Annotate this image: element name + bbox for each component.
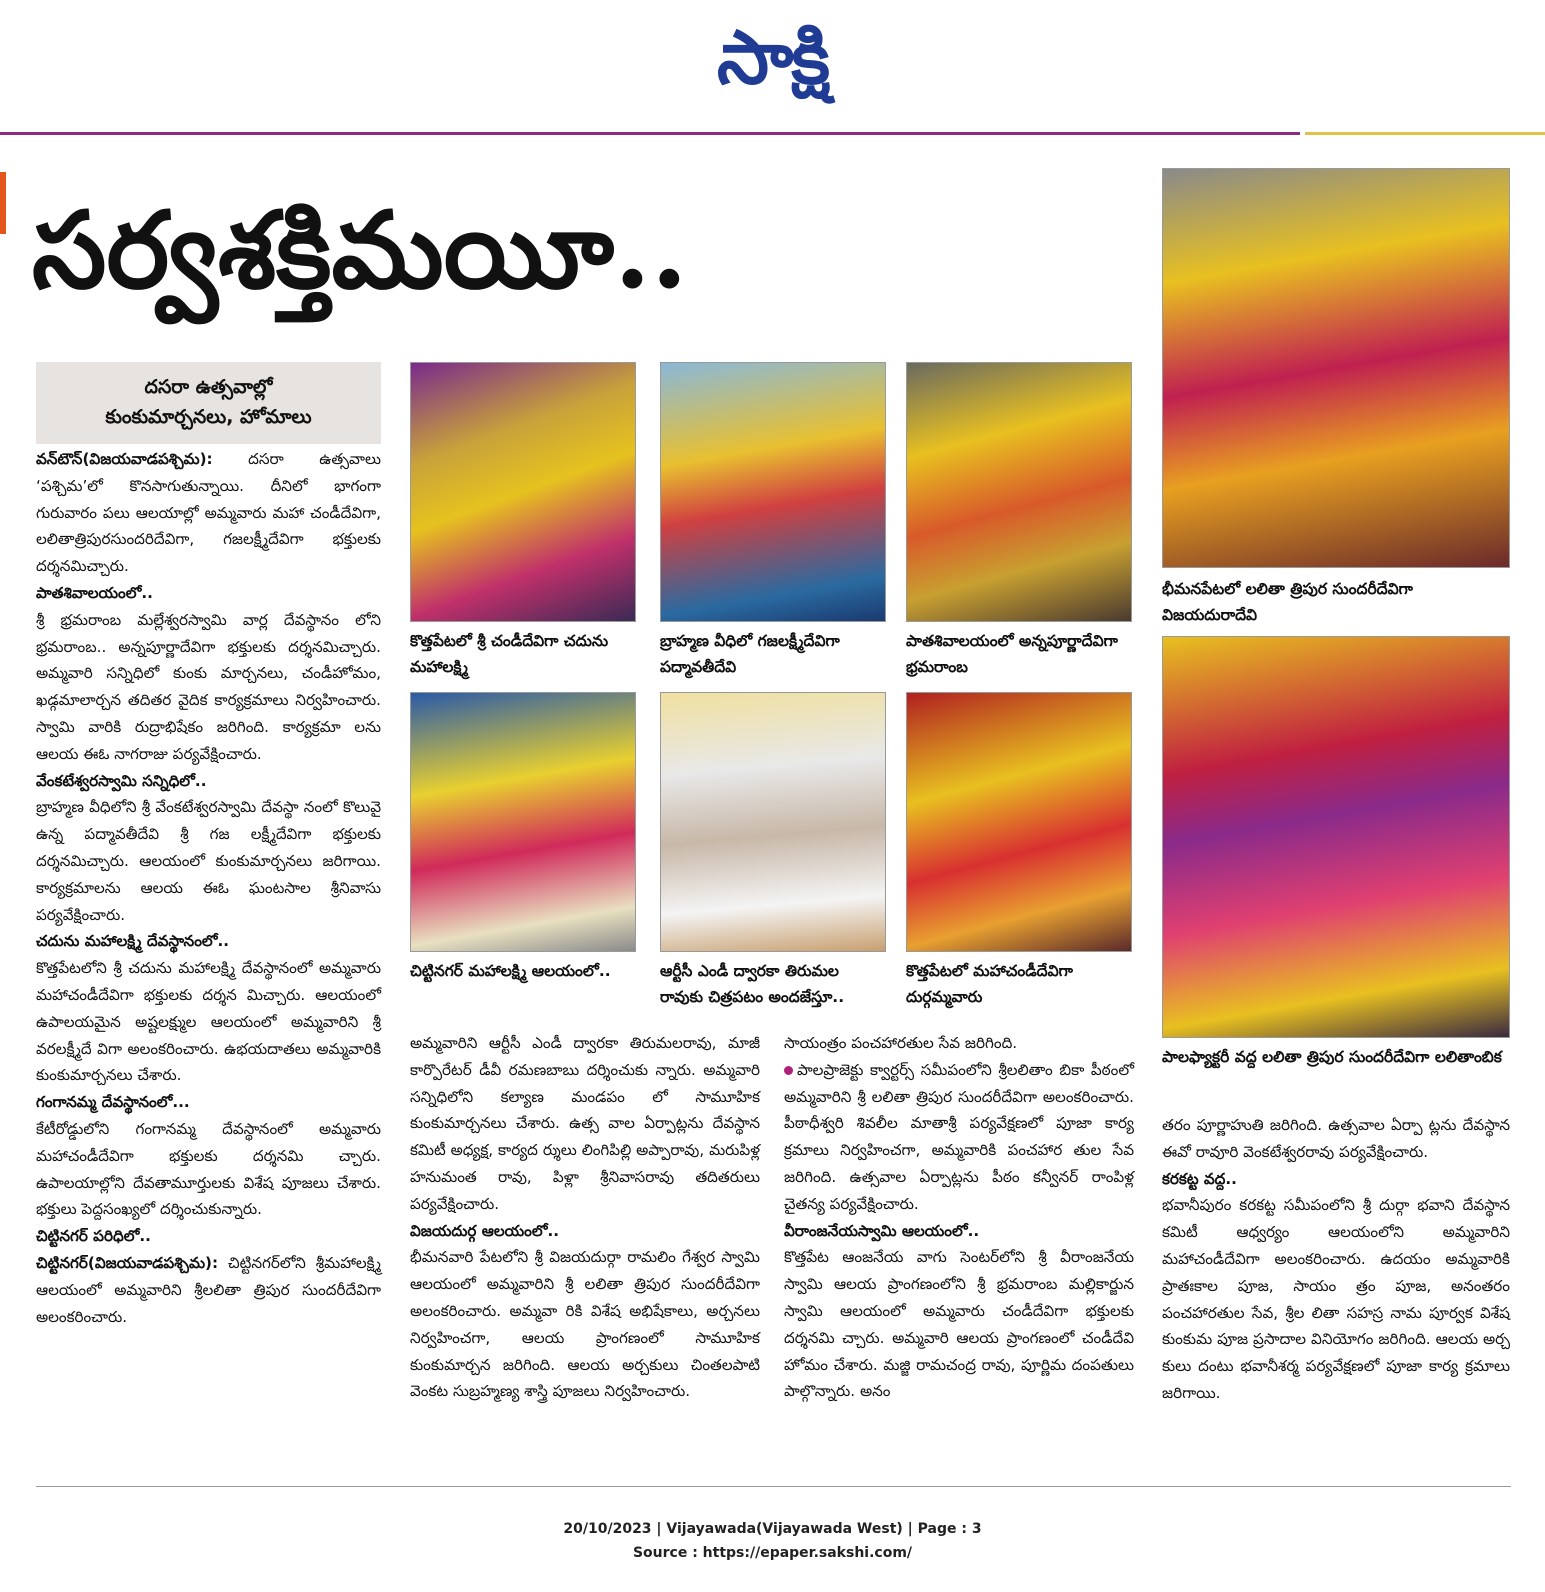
caption-durgamma: కొత్తపేటలో మహాచండీదేవిగా దుర్గమ్మవారు [906,962,1073,1006]
caption-gajalakshmi: బ్రాహ్మణ వీధిలో గజలక్ష్మీదేవిగా పద్మావతీదేవి [660,632,840,676]
article-column-2 [410,1030,760,1405]
caption-vijayadurga-devi: భీమనపేటలో లలితా త్రిపుర సుందరీదేవిగా విజయదురాదేవి [1162,580,1413,624]
subhead-chittinagar: చిట్టినగర్‌ పరిధిలో.. [36,1227,151,1246]
masthead-rule [0,132,1300,135]
photo-lalithambika [1162,636,1510,1038]
deck-line-1: దసరా ఉత్సవాల్లో [144,376,273,398]
subhead-chadunu-mahalakshmi: చదును మహాలక్ష్మి దేవస్థానంలో.. [36,932,230,951]
paragraph-12: తరం పూర్ణాహుతి జరిగింది. ఉత్సవాల ఏర్పా ట్లను దేవస్థాన ఈవో రావూరి వెంకటేశ్వరరావు పర్యవేక్షించారు. [1162,1116,1510,1161]
paragraph-7: అమ్మవారిని ఆర్టీసీ ఎండీ ద్వారకా తిరుమలరావు, మాజీ కార్పొరేటర్‌ డీవీ రమణబాబు దర్శించుకు న్నారు. అమ్మవారి సన్నిధిలోని కల్యాణ మండపం లో సామూహిక కుంకుమార్చనలు చేశారు. ఉత్స వాల ఏర్పాట్లను దేవస్థాన కమిటీ అధ్యక్ష, కార్యద ర్శులు లింగిపిల్లి అప్పారావు, మరుపిళ్ల హనుమంత రావు, పిళ్లా శ్రీనివాసరావు తదితరులు పర్యవేక్షించారు. [410,1034,760,1213]
paragraph-8: భీమనవారి పేటలోని శ్రీ విజయదుర్గా రామలిం గేశ్వర స్వామి ఆలయంలో అమ్మవారిని శ్రీ లలితా త్రిపుర సుందరీదేవిగా అలంకరించారు. అమ్మవా రికి విశేష అభిషేకాలు, అర్చనలు నిర్వహించగా, ఆలయ ప్రాంగణంలో సామూహిక కుంకుమార్చన జరిగింది. ఆలయ అర్చకులు చింతలపాటి వెంకట సుబ్రహ్మణ్య శాస్త్రి పూజలు నిర్వహించారు. [410,1248,760,1401]
paragraph-4: కొత్తపేటలోని శ్రీ చదును మహాలక్ష్మి దేవస్థానంలో అమ్మవారు మహాచండీదేవిగా భక్తులకు దర్శన మిచ్చారు. ఆలయంలో ఉపాలయమైన అష్టలక్ష్ముల ఆలయంలో అమ్మవారిని శ్రీ వరలక్ష్మీదే విగా అలంకరించారు. ఉభయదాతలు అమ్మవారికి కుంకుమార్చనలు చేశారు. [36,959,381,1085]
article-column-1 [36,446,381,1330]
caption-chandi-devi: కొత్తపేటలో శ్రీ చండీదేవిగా చదును మహాలక్ష్మి [410,632,609,676]
photo-durgamma [906,692,1132,952]
article-column-3 [784,1030,1134,1405]
subhead-gangnamma: గంగానమ్మ దేవస్థానంలో... [36,1093,190,1112]
caption-chittinagar-mahalakshmi: చిట్టినగర్‌ మహాలక్ష్మి ఆలయంలో.. [410,962,611,980]
subhead-vijayadurga: విజయదుర్గ ఆలయంలో.. [410,1221,559,1240]
headline: సర్వశక్తిమయీ.. [32,187,688,312]
dateline: వన్‌టౌన్‌(విజయవాడపశ్చిమ): [36,450,213,468]
bullet-icon [784,1066,793,1075]
caption-rtc-md-presentation: ఆర్టీసీ ఎండీ ద్వారకా తిరుమల రావుకు చిత్రపటం అందజేస్తూ.. [660,962,845,1006]
footer [0,1517,1545,1565]
photo-annapurna [906,362,1132,622]
deck-box [36,362,381,444]
caption-annapurna: పాతశివాలయంలో అన్నపూర్ణాదేవిగా భ్రమరాంబ [906,632,1118,676]
headline-accent-bar [0,172,6,234]
paragraph-10: పాలప్రాజెక్టు క్వార్టర్స్‌ సమీపంలోని శ్రీలలితాం బికా పీఠంలో అమ్మవారిని శ్రీ లలితా త్రిపుర సుందరీదేవిగా అలంకరించారు. పీఠాధీశ్వరి శివలీల మాతాశ్రీ పర్యవేక్షణలో పూజా కార్య క్రమాలు నిర్వహించగా, అమ్మవారికి పంచహార తుల సేవ జరిగింది. ఉత్సవాల ఏర్పాట్లను పీఠం కన్వీనర్‌ రాంపిళ్ల చైతన్య పర్యవేక్షించారు. [784,1060,1134,1213]
masthead-rule-gold [1305,132,1545,135]
photo-vijayadurga-devi [1162,168,1510,568]
photo-gajalakshmi [660,362,886,622]
caption-lalithambika: పాలఫ్యాక్టరీ వద్ద లలితా త్రిపుర సుందరీదేవిగా లలితాంబిక [1162,1048,1502,1066]
paragraph-6: చిట్టినగర్‌(విజయవాడపశ్చిమ): చిట్టినగర్‌లోని శ్రీమహాలక్ష్మి ఆలయంలో అమ్మవారిని శ్రీలలితా త్రిపుర సుందరీదేవిగా అలంకరించారు. [36,1253,381,1326]
paragraph-11: కొత్తపేట ఆంజనేయ వాగు సెంటర్‌లోని శ్రీ వీరాంజనేయ స్వామి ఆలయ ప్రాంగణంలోని శ్రీ భ్రమరాంబ మల్లికార్జున స్వామి ఆలయంలో అమ్మవారు చండీదేవిగా భక్తులకు దర్శనమి చ్చారు. అమ్మవారి ఆలయ ప్రాంగణంలో చండీదేవి హోమం చేశారు. మజ్జి రామచంద్ర రావు, పూర్ణిమ దంపతులు పాల్గొన్నారు. అనం [784,1248,1134,1401]
photo-rtc-md-presentation [660,692,886,952]
subhead-karakatta: కరకట్ట వద్ద.. [1162,1169,1237,1188]
paragraph-13: భవానీపురం కరకట్ట సమీపంలోని శ్రీ దుర్గా భవాని దేవస్థాన కమిటీ ఆధ్వర్యం ఆలయంలోని అమ్మవారిని మహాచండీదేవిగా అలంకరించారు. ఉదయం అమ్మవారికి ప్రాతఃకాల పూజ, సాయం త్రం పూజ, అనంతరం పంచహారతుల సేవ, శ్రీల లితా సహస్ర నామ పూర్వక విశేష కుంకుమ పూజ ప్రసాదాల వినియోగం జరిగింది. ఆలయ అర్చ కులు దంటు భవానీశర్మ పర్యవేక్షణలో పూజా కార్య క్రమాలు జరిగాయి. [1162,1196,1510,1402]
masthead-logo: సాక్షి [717,15,828,101]
paragraph-3: బ్రాహ్మణ వీధిలోని శ్రీ వేంకటేశ్వరస్వామి దేవస్థా నంలో కొలువై ఉన్న పద్మావతీదేవి శ్రీ గజ లక్ష్మీదేవిగా భక్తులకు దర్శనమిచ్చారు. ఆలయంలో కుంకుమార్చనలు జరిగాయి. కార్యక్రమాలను ఆలయ ఈఓ ఘంటసాల శ్రీనివాసు పర్యవేక్షించారు. [36,798,381,924]
footer-source[interactable]: Source : https://epaper.sakshi.com/ [632,1545,913,1561]
subhead-pathasivalayam: పాతశివాలయంలో.. [36,583,153,602]
footer-date-edition: 20/10/2023 | Vijayawada(Vijayawada West) | Page : 3 [563,1521,982,1537]
photo-chittinagar-mahalakshmi [410,692,636,952]
paragraph-5: కేటీరోడ్డులోని గంగానమ్మ దేవస్థానంలో అమ్మవారు మహాచండీదేవిగా భక్తులకు దర్శనమి చ్చారు. ఉపాలయాల్లోని దేవతామూర్తులకు విశేష పూజలు చేశారు. భక్తులు పెద్దసంఖ్యలో దర్శించుకున్నారు. [36,1119,381,1219]
article-column-4 [1162,1112,1510,1407]
paragraph-1: వన్‌టౌన్‌(విజయవాడపశ్చిమ): దసరా ఉత్సవాలు ‘పశ్చిమ’లో కొనసాగుతున్నాయి. దీనిలో భాగంగా గురువారం పలు ఆలయాల్లో అమ్మవారు మహా చండీదేవిగా, లలితాత్రిపురసుందరిదేవిగా, గజలక్ష్మీదేవిగా భక్తులకు దర్శనమిచ్చారు. [36,450,381,576]
paragraph-9: సాయంత్రం పంచహారతుల సేవ జరిగింది. [784,1034,1018,1052]
subhead-veeranjaneya: వీరాంజనేయస్వామి ఆలయంలో.. [784,1221,980,1240]
deck-line-2: కుంకుమార్చనలు, హోమాలు [105,406,312,428]
subhead-venkateswara: వేంకటేశ్వరస్వామి సన్నిధిలో.. [36,771,207,790]
footer-rule [36,1486,1511,1487]
paragraph-2: శ్రీ భ్రమరాంబ మల్లేశ్వరస్వామి వార్ల దేవస్థానం లోని భ్రమరాంబ.. అన్నపూర్ణాదేవిగా భక్తులకు దర్శనమిచ్చారు. అమ్మవారి సన్నిధిలో కుంకు మార్చనలు, చండీహోమం, ఖడ్గమాలార్చన తదితర వైదిక కార్యక్రమాలు నిర్వహించారు. స్వామి వారికి రుద్రాభిషేకం జరిగింది. కార్యక్రమా లను ఆలయ ఈఓ నాగరాజు పర్యవేక్షించారు. [36,610,381,763]
photo-chandi-devi [410,362,636,622]
